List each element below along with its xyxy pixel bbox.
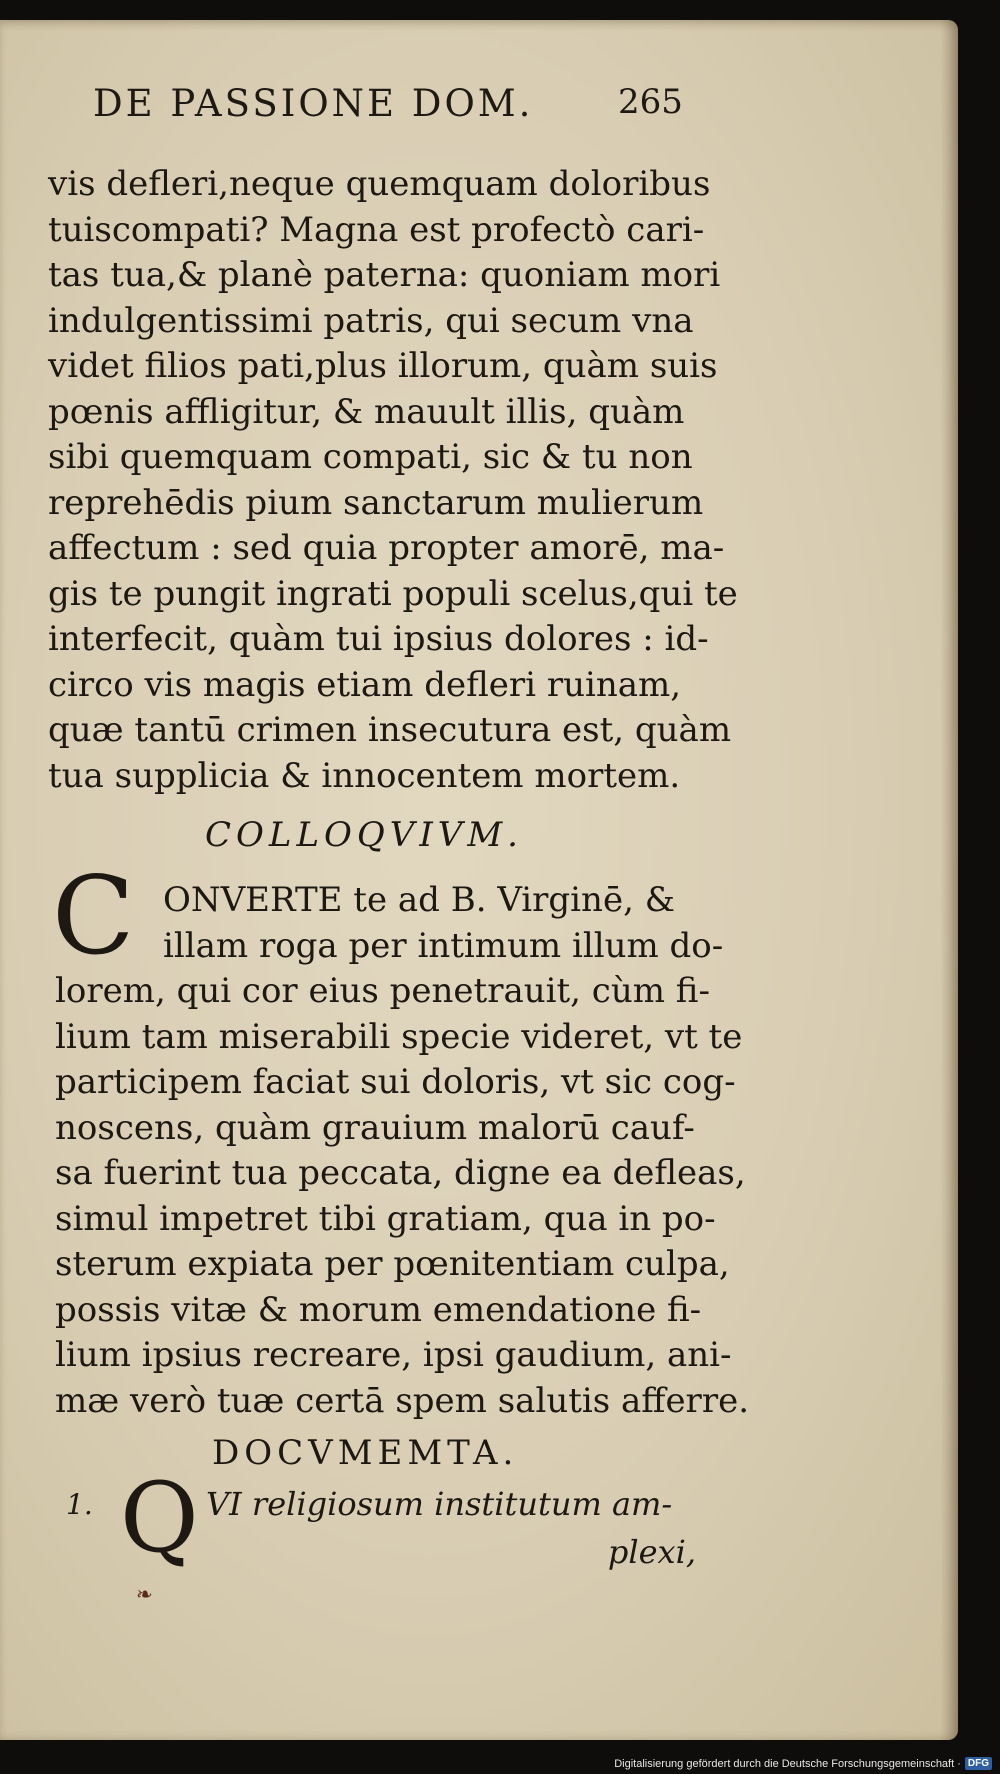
text-line: vis defleri,neque quemquam doloribus — [48, 164, 711, 204]
text-line: participem faciat sui doloris, vt sic cog- — [55, 1062, 736, 1102]
text-line: sa fuerint tua peccata, digne ea defleas, — [55, 1153, 746, 1193]
text-line: gis te pungit ingrati populi scelus,qui te — [48, 573, 738, 614]
text-line: lorem, qui cor eius penetrauit, cùm fi- — [55, 971, 710, 1011]
text-line: sibi quemquam compati, sic & tu non — [48, 437, 693, 477]
section-heading-documenta: DOCVMEMTA. — [212, 1433, 519, 1473]
text-line: illam roga per intimum illum do- — [163, 925, 724, 966]
ornament-icon: ❧ — [136, 1582, 153, 1606]
item-1-text — [206, 1480, 696, 1576]
text-line: simul impetret tibi gratiam, qua in po- — [55, 1198, 716, 1239]
text-line: quæ tantū crimen insecutura est, quàm — [48, 710, 732, 750]
dfg-logo-icon: DFG — [965, 1757, 992, 1770]
text-line: interfecit, quàm tui ipsius dolores : id- — [48, 619, 709, 659]
text-line: tas tua,& planè paterna: quoniam mori — [48, 255, 721, 295]
running-head: DE PASSIONE DOM. — [93, 82, 534, 125]
text-line: tuiscompati? Magna est profectò cari- — [48, 209, 705, 250]
text-line: lium tam miserabili specie videret, vt te — [55, 1016, 743, 1057]
text-line: lium ipsius recreare, ipsi gaudium, ani- — [55, 1335, 732, 1375]
text-line: possis vitæ & morum emendatione fi- — [55, 1289, 702, 1330]
text-line: sterum expiata per pœnitentiam culpa, — [55, 1244, 730, 1284]
text-line: tua supplicia & innocentem mortem. — [48, 755, 681, 796]
text-line: videt filios pati,plus illorum, quàm suis — [48, 346, 718, 386]
section-heading-colloquium: COLLOQVIVM. — [205, 815, 523, 855]
item-number: 1. — [66, 1488, 93, 1521]
footer-credit: Digitalisierung gefördert durch die Deutsche Forschungsgemeinschaft · — [614, 1757, 961, 1770]
text-line: noscens, quàm grauium malorū cauf- — [55, 1107, 695, 1148]
drop-cap-q: Q — [120, 1462, 199, 1574]
text-line: circo vis magis etiam defleri ruinam, — [48, 664, 682, 705]
text-line: affectum : sed quia propter amorē, ma- — [48, 528, 725, 568]
book-page — [0, 20, 958, 1740]
text-line: indulgentissimi patris, qui secum vna — [48, 300, 694, 341]
text-line: pœnis affligitur, & mauult illis, quàm — [48, 391, 685, 432]
text-line: reprehēdis pium sanctarum mulierum — [48, 482, 704, 523]
text-line: mæ verò tuæ certā spem salutis afferre. — [55, 1380, 749, 1421]
text-block-1 — [48, 162, 738, 799]
text-line: ONVERTE te ad B. Virginē, & — [163, 880, 675, 920]
page-number: 265 — [618, 82, 683, 122]
text-line: VI religiosum institutum am- — [206, 1485, 673, 1523]
digitization-footer — [614, 1757, 992, 1770]
catchword: plexi, — [607, 1533, 696, 1571]
drop-cap-c: C — [52, 854, 135, 979]
page-edge-shadow — [940, 20, 958, 1740]
text-block-2 — [55, 878, 749, 1424]
